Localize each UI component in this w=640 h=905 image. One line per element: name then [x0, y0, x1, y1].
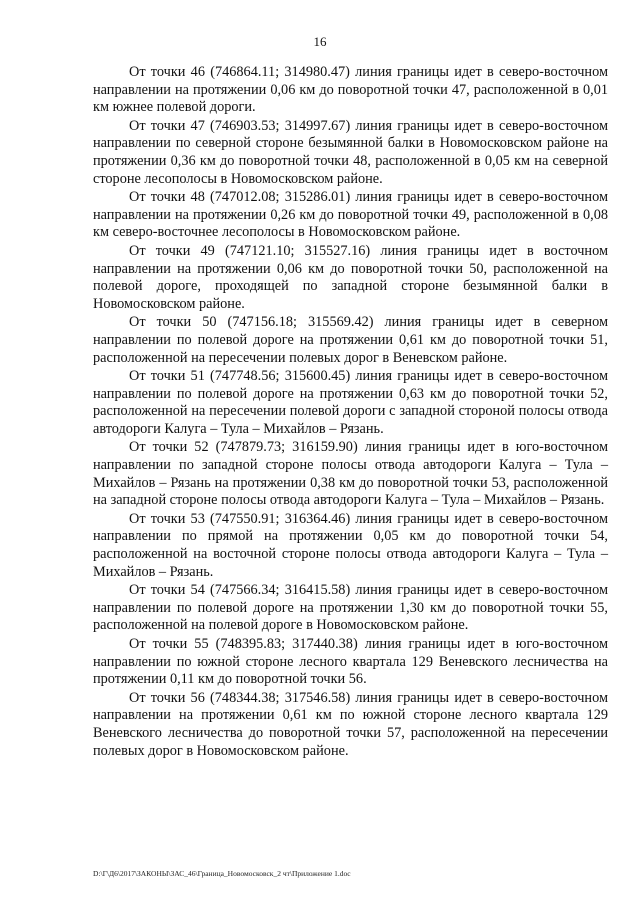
- paragraph-point-46: От точки 46 (746864.11; 314980.47) линия границы идет в северо-восточном направлении на протяжении 0,06 км до поворотной точки 47, расположенной в 0,01 км южнее полевой дороги.: [93, 64, 608, 116]
- paragraph-point-54: От точки 54 (747566.34; 316415.58) линия границы идет в северо-восточном направлении по полевой дороге на протяжении 1,30 км до поворотной точки 55, расположенной на полевой дороге в Новомосковском районе.: [93, 582, 608, 634]
- paragraph-point-53: От точки 53 (747550.91; 316364.46) линия границы идет в северо-восточном направлении по прямой на протяжении 0,05 км до поворотной точки 54, расположенной на восточной стороне полосы отвода автодороги Калуга – Тула – Михайлов – Рязань.: [93, 510, 608, 580]
- footer-file-path: D:\Г\Д6\2017\ЗАКОНЫ\ЗАС_46\Граница_Новомосковск_2 чт\Приложение 1.doc: [93, 869, 351, 878]
- paragraph-point-48: От точки 48 (747012.08; 315286.01) линия границы идет в северо-восточном направлении на протяжении 0,26 км до поворотной точки 49, расположенной в 0,08 км северо-восточнее лесополосы в Новомосковском районе.: [93, 189, 608, 241]
- document-body: [93, 64, 608, 761]
- paragraph-point-55: От точки 55 (748395.83; 317440.38) линия границы идет в юго-восточном направлении по южной стороне лесного квартала 129 Веневского лесничества на протяжении 0,11 км до поворотной точки 56.: [93, 636, 608, 688]
- paragraph-point-51: От точки 51 (747748.56; 315600.45) линия границы идет в северо-восточном направлении по полевой дороге на протяжении 0,63 км до поворотной точки 52, расположенной на пересечении полевой дороги с западной стороной полосы отвода автодороги Калуга – Тула – Михайлов – Рязань.: [93, 368, 608, 437]
- paragraph-point-52: От точки 52 (747879.73; 316159.90) линия границы идет в юго-восточном направлении по западной стороне полосы отвода автодороги Калуга – Тула – Михайлов – Рязань на протяжении 0,38 км до поворотной точки 53, расположенной на западной стороне полосы отвода автодороги Калуга – Тула – Михайлов – Рязань.: [93, 439, 608, 509]
- paragraph-point-50: От точки 50 (747156.18; 315569.42) линия границы идет в северном направлении по полевой дороге на протяжении 0,61 км до поворотной точки 51, расположенной на пересечении полевых дорог в Веневском районе.: [93, 314, 608, 366]
- paragraph-point-47: От точки 47 (746903.53; 314997.67) линия границы идет в северо-восточном направлении по северной стороне безымянной балки в Новомосковском районе на протяжении 0,36 км до поворотной точки 48, расположенной в 0,05 км на северной стороне лесополосы в Новомосковском районе.: [93, 117, 608, 187]
- paragraph-point-56: От точки 56 (748344.38; 317546.58) линия границы идет в северо-восточном направлении на протяжении 0,61 км по южной стороне лесного квартала 129 Веневского лесничества до поворотной точки 57, расположенной на пересечении полевых дорог в Новомосковском районе.: [93, 689, 608, 759]
- page-number: 16: [313, 34, 327, 49]
- paragraph-point-49: От точки 49 (747121.10; 315527.16) линия границы идет в восточном направлении на протяжении 0,06 км до поворотной точки 50, расположенной на полевой дороге, проходящей по западной стороне безымянной балки в Новомосковском районе.: [93, 242, 608, 312]
